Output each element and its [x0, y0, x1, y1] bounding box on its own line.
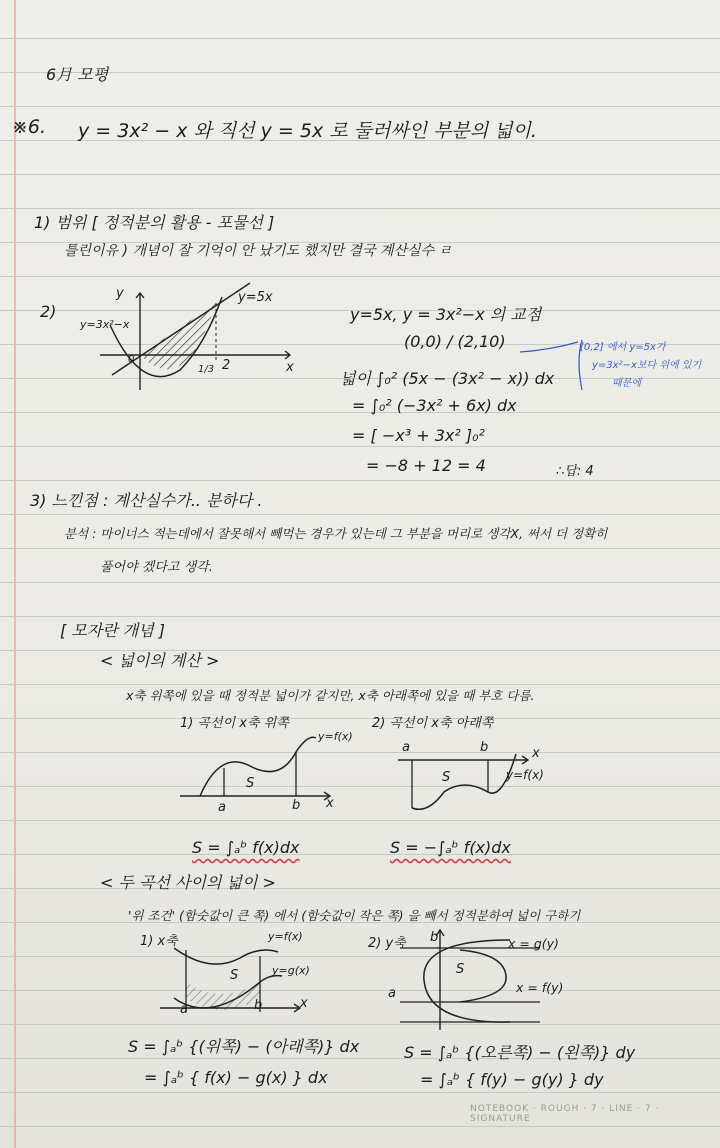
- ruled-line: [0, 174, 720, 175]
- case2-b: b: [480, 740, 489, 755]
- side-note-2: y=3x²−x보다 위에 있기: [592, 360, 702, 371]
- section1-title: 1) 범위 [ 정적분의 활용 - 포물선 ]: [34, 213, 275, 232]
- case2-a: a: [402, 740, 410, 755]
- graph-origin: 0: [128, 354, 135, 365]
- side-note-3: 때문에: [612, 378, 641, 389]
- graph-line-label: y=5x: [238, 290, 273, 305]
- case1-formula: S = ∫ₐᵇ f(x)dx: [192, 838, 300, 857]
- case2-curve-label: y=f(x): [506, 768, 544, 782]
- margin-line: [14, 0, 16, 1148]
- case1-b: b: [292, 798, 301, 813]
- problem-statement: y = 3x² − x 와 직선 y = 5x 로 둘러싸인 부분의 넓이.: [78, 120, 537, 142]
- graph-tick-two: 2: [222, 358, 231, 373]
- intersection-title: y=5x, y = 3x²−x 의 교점: [350, 305, 542, 324]
- case3-x: x: [300, 996, 308, 1011]
- ruled-line: [0, 820, 720, 821]
- case4-formula1: S = ∫ₐᵇ {(오른쪽) − (왼쪽)} dy: [404, 1043, 636, 1062]
- case3-b: b: [254, 998, 263, 1013]
- concepts-header: [ 모자란 개념 ]: [60, 621, 166, 640]
- case3-g-label: y=g(x): [272, 964, 310, 977]
- ruled-line: [0, 548, 720, 549]
- ruled-line: [0, 718, 720, 719]
- calc-line-2: = ∫₀² (−3x² + 6x) dx: [352, 396, 517, 415]
- case1-x: x: [326, 796, 334, 811]
- calc-line-3: = [ −x³ + 3x² ]₀²: [352, 426, 485, 445]
- area-description: x축 위쪽에 있을 때 정적분 넓이가 같지만, x축 아래쪽에 있을 때 부호 다름.: [126, 688, 535, 703]
- ruled-line: [0, 106, 720, 107]
- case4-f-label: x = f(y): [516, 980, 564, 995]
- case4-s: S: [456, 962, 465, 977]
- ruled-line: [0, 208, 720, 209]
- graph-y-axis: y: [116, 286, 124, 301]
- case4-b: b: [430, 930, 439, 945]
- case3-formula2: = ∫ₐᵇ { f(x) − g(x) } dx: [144, 1068, 328, 1087]
- case1-a: a: [218, 800, 226, 815]
- parabola-line-graph: [90, 285, 310, 395]
- two-curves-title: < 두 곡선 사이의 넓이 >: [100, 873, 276, 892]
- section1-reason: 틀린이유 ) 개념이 잘 기억이 안 났기도 했지만 결국 계산실수 ㄹ: [64, 243, 453, 259]
- intersection-points: (0,0) / (2,10): [404, 332, 506, 351]
- case2-graph: [398, 748, 538, 818]
- section3-feeling: 3) 느낀점 : 계산실수가.. 분하다 .: [30, 491, 263, 510]
- case2-formula: S = −∫ₐᵇ f(x)dx: [390, 838, 511, 857]
- ruled-line: [0, 616, 720, 617]
- ruled-line: [0, 276, 720, 277]
- case4-title: 2) y축: [368, 936, 406, 951]
- ruled-line: [0, 514, 720, 515]
- ruled-line: [0, 1024, 720, 1025]
- answer: ∴답: 4: [556, 464, 594, 479]
- case4-a: a: [388, 986, 396, 1001]
- graph-tick-third: 1/3: [198, 364, 215, 375]
- ruled-line: [0, 1126, 720, 1127]
- section3-analysis-1: 분석 : 마이너스 적는데에서 잘못해서 빼먹는 경우가 있는데 그 부분을 머리로 생각X, 써서 더 정확히: [64, 526, 608, 541]
- ruled-line: [0, 446, 720, 447]
- case3-a: a: [180, 1002, 188, 1017]
- section2-label: 2): [40, 302, 57, 321]
- exam-label: 6月 모평: [46, 65, 109, 84]
- ruled-line: [0, 956, 720, 957]
- notebook-footer: NOTEBOOK · ROUGH · 7 · LINE · 7 · SIGNATURE: [470, 1104, 660, 1124]
- ruled-line: [0, 38, 720, 39]
- two-curves-description: '위 조건' (함숫값이 큰 쪽) 에서 (함숫값이 작은 쪽) 을 빼서 정적분하여 넓이 구하기: [128, 908, 581, 923]
- case4-g-label: x = g(y): [508, 936, 559, 951]
- case3-s: S: [230, 968, 239, 983]
- section3-analysis-2: 풀어야 겠다고 생각.: [100, 560, 213, 575]
- graph-curve-label: y=3x²−x: [80, 318, 130, 331]
- case3-title: 1) x축: [140, 934, 178, 949]
- case3-f-label: y=f(x): [268, 930, 303, 943]
- case2-x: x: [532, 746, 540, 761]
- side-note-1: [0,2] 에서 y=5x가: [580, 342, 666, 353]
- ruled-line: [0, 480, 720, 481]
- case1-s: S: [246, 776, 255, 791]
- case2-s: S: [442, 770, 451, 785]
- case4-formula2: = ∫ₐᵇ { f(y) − g(y) } dy: [420, 1070, 604, 1089]
- case2-title: 2) 곡선이 x축 아래쪽: [372, 716, 494, 731]
- graph-x-axis: x: [286, 360, 294, 375]
- problem-number: ※6.: [12, 116, 47, 138]
- ruled-line: [0, 786, 720, 787]
- case1-title: 1) 곡선이 x축 위쪽: [180, 716, 289, 731]
- ruled-line: [0, 582, 720, 583]
- area-title: < 넓이의 계산 >: [100, 651, 220, 670]
- case1-curve-label: y=f(x): [318, 730, 353, 743]
- case1-graph: [180, 730, 340, 810]
- case3-formula1: S = ∫ₐᵇ {(위쪽) − (아래쪽)} dx: [128, 1037, 360, 1056]
- ruled-line: [0, 854, 720, 855]
- ruled-line: [0, 684, 720, 685]
- ruled-line: [0, 1092, 720, 1093]
- calc-line-4: = −8 + 12 = 4: [366, 456, 486, 475]
- calc-line-1: 넓이 ∫₀² (5x − (3x² − x)) dx: [340, 369, 555, 388]
- ruled-line: [0, 752, 720, 753]
- ruled-line: [0, 990, 720, 991]
